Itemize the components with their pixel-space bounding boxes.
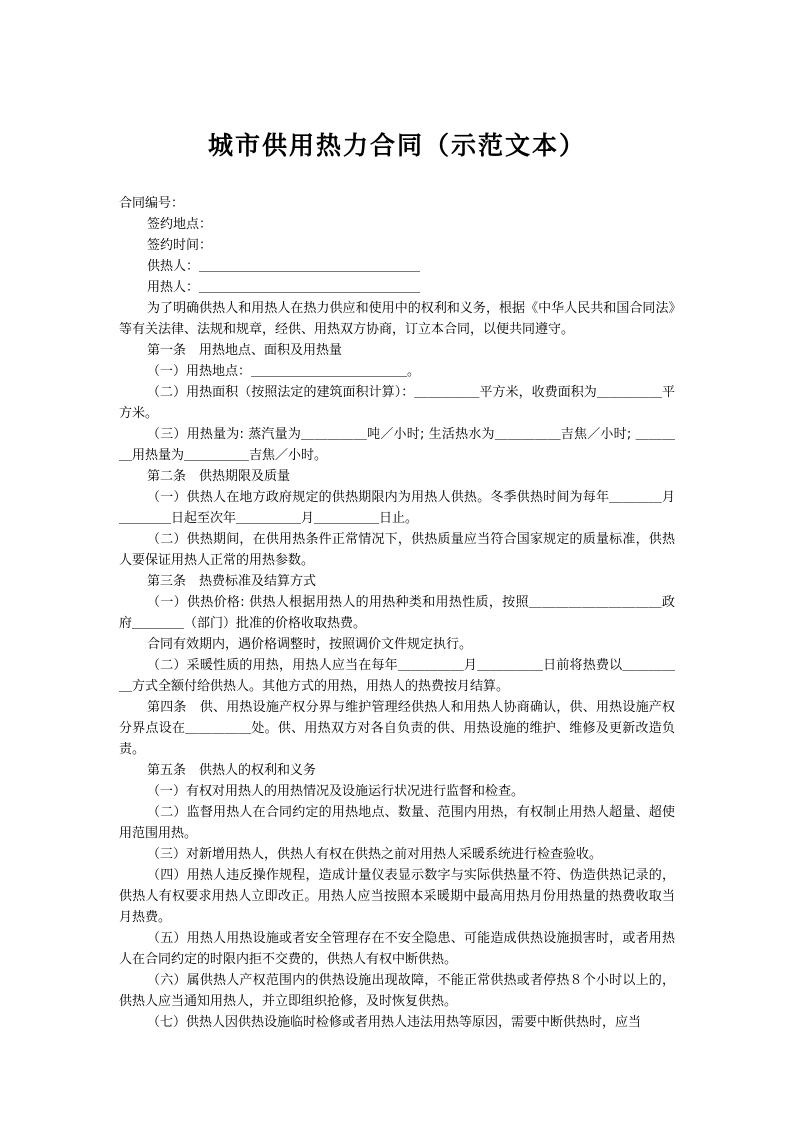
- paragraph: （一）供热人在地方政府规定的供热期限内为用热人供热。冬季供热时间为每年＿＿＿＿月＿＿＿＿日起至次年＿＿＿＿＿月＿＿＿＿＿日止。: [119, 490, 675, 526]
- paragraph: 第五条 供热人的权利和义务: [147, 763, 317, 778]
- paragraph: （一）供热价格: 供热人根据用热人的用热种类和用热性质，按照＿＿＿＿＿＿＿＿＿＿政府＿＿＿＿（部门）批准的价格收取热费。: [119, 595, 675, 631]
- paragraph: 合同有效期内，遇价格调整时，按照调价文件规定执行。: [147, 637, 473, 652]
- paragraph: 供热人：＿＿＿＿＿＿＿＿＿＿＿＿＿＿＿＿＿: [147, 259, 421, 274]
- paragraph: （二）用热面积（按照法定的建筑面积计算）：＿＿＿＿＿平方米，收费面积为＿＿＿＿＿平方米。: [119, 385, 675, 421]
- paragraph: （二）监督用热人在合同约定的用热地点、数量、范围内用热，有权制止用热人超量、超使用范围用热。: [119, 805, 675, 841]
- paragraph: （五）用热人用热设施或者安全管理存在不安全隐患、可能造成供热设施损害时，或者用热人在合同约定的时限内拒不交费的，供热人有权中断供热。: [119, 931, 675, 967]
- paragraph: 第四条 供、用热设施产权分界与维护管理经供热人和用热人协商确认，供、用热设施产权分界点设在＿＿＿＿＿处。供、用热双方对各自负责的供、用热设施的维护、维修及更新改造负责。: [119, 700, 675, 757]
- paragraph: 第二条 供热期限及质量: [147, 469, 291, 484]
- paragraph: 签约时间：: [147, 238, 213, 253]
- paragraph: 合同编号：: [119, 196, 185, 211]
- paragraph: （六）属供热人产权范围内的供热设施出现故障，不能正常供热或者停热８个小时以上的，供热人应当通知用热人，并立即组织抢修，及时恢复供热。: [119, 973, 675, 1009]
- paragraph: （二）供热期间，在供用热条件正常情况下，供热质量应当符合国家规定的质量标准，供热人要保证用热人正常的用热参数。: [119, 532, 675, 568]
- paragraph: （四）用热人违反操作规程，造成计量仪表显示数字与实际供热量不符、伪造供热记录的，供热人有权要求用热人立即改正。用热人应当按照本采暖期中最高用热月份用热量的热费收取当月热费。: [119, 868, 675, 925]
- paragraph: （二）采暖性质的用热，用热人应当在每年＿＿＿＿＿月＿＿＿＿＿日前将热费以＿＿＿＿＿方式全额付给供热人。其他方式的用热，用热人的热费按月结算。: [119, 658, 675, 694]
- document-title: 城市供用热力合同（示范文本）: [207, 131, 586, 160]
- paragraph: 签约地点：: [147, 217, 213, 232]
- paragraph: 为了明确供热人和用热人在热力供应和使用中的权利和义务，根据《中华人民共和国合同法》等有关法律、法规和规章，经供、用热双方协商，订立本合同，以便共同遵守。: [119, 301, 675, 337]
- paragraph: （一）用热地点：＿＿＿＿＿＿＿＿＿＿＿＿。: [147, 364, 421, 379]
- paragraph: （一）有权对用热人的用热情况及设施运行状况进行监督和检查。: [147, 784, 525, 799]
- paragraph: （三）对新增用热人，供热人有权在供热之前对用热人采暖系统进行检查验收。: [147, 847, 603, 862]
- paragraph: 第一条 用热地点、面积及用热量: [147, 343, 343, 358]
- document-body: [119, 193, 675, 1033]
- paragraph: 用热人：＿＿＿＿＿＿＿＿＿＿＿＿＿＿＿＿＿: [147, 280, 421, 295]
- paragraph: （三）用热量为: 蒸汽量为＿＿＿＿＿吨／小时; 生活热水为＿＿＿＿＿吉焦／小时; ＿＿＿＿用热量为＿＿＿＿＿吉焦／小时。: [119, 427, 675, 463]
- paragraph: （七）供热人因供热设施临时检修或者用热人违法用热等原因，需要中断供热时，应当: [147, 1015, 642, 1030]
- paragraph: 第三条 热费标准及结算方式: [147, 574, 317, 589]
